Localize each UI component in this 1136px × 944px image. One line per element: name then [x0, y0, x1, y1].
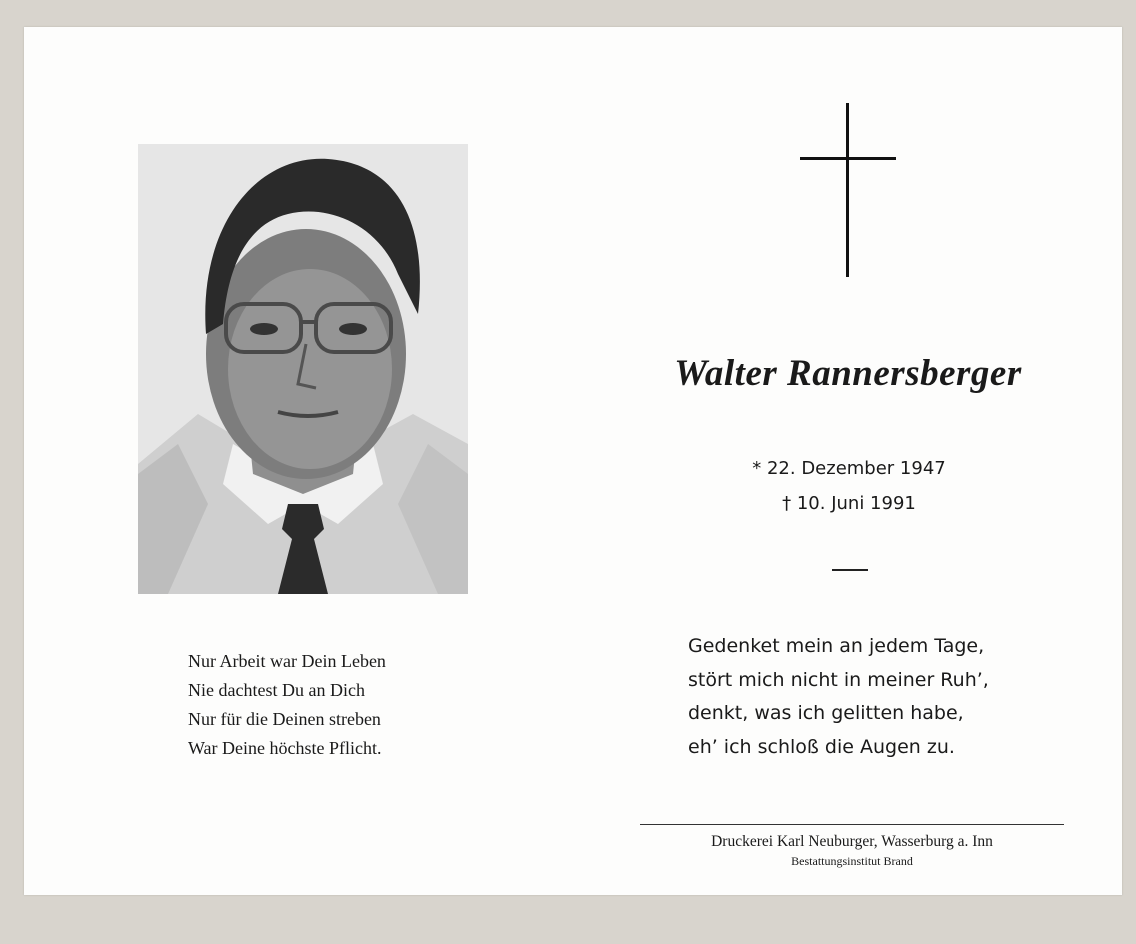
birth-date: * 22. Dezember 1947	[752, 458, 946, 479]
poem-right-line: denkt, was ich gelitten habe,	[688, 702, 964, 724]
cross-icon	[800, 103, 896, 277]
printer-credit	[640, 831, 1064, 869]
poem-right-line: stört mich nicht in meiner Ruh’,	[688, 668, 989, 691]
poem-left-line: Nie dachtest Du an Dich	[188, 680, 365, 700]
poem-right-line: Gedenket mein an jedem Tage,	[688, 635, 985, 657]
separator-line	[832, 569, 868, 571]
portrait-photo	[138, 144, 468, 594]
poem-right	[688, 630, 989, 764]
life-dates	[664, 451, 1034, 521]
funeral-home: Bestattungsinstitut Brand	[791, 854, 913, 868]
poem-left-line: Nur Arbeit war Dein Leben	[188, 651, 386, 671]
printer-name: Druckerei Karl Neuburger, Wasserburg a. Inn	[711, 833, 993, 850]
deceased-name: Walter Rannersberger	[674, 353, 1022, 394]
poem-left-line: War Deine höchste Pflicht.	[188, 738, 382, 758]
poem-right-line: eh’ ich schloß die Augen zu.	[688, 735, 955, 758]
death-date: † 10. Juni 1991	[782, 493, 916, 514]
footer-rule	[640, 824, 1064, 825]
poem-left-line: Nur für die Deinen streben	[188, 709, 381, 729]
memorial-card	[24, 27, 1122, 895]
poem-left	[188, 647, 386, 763]
